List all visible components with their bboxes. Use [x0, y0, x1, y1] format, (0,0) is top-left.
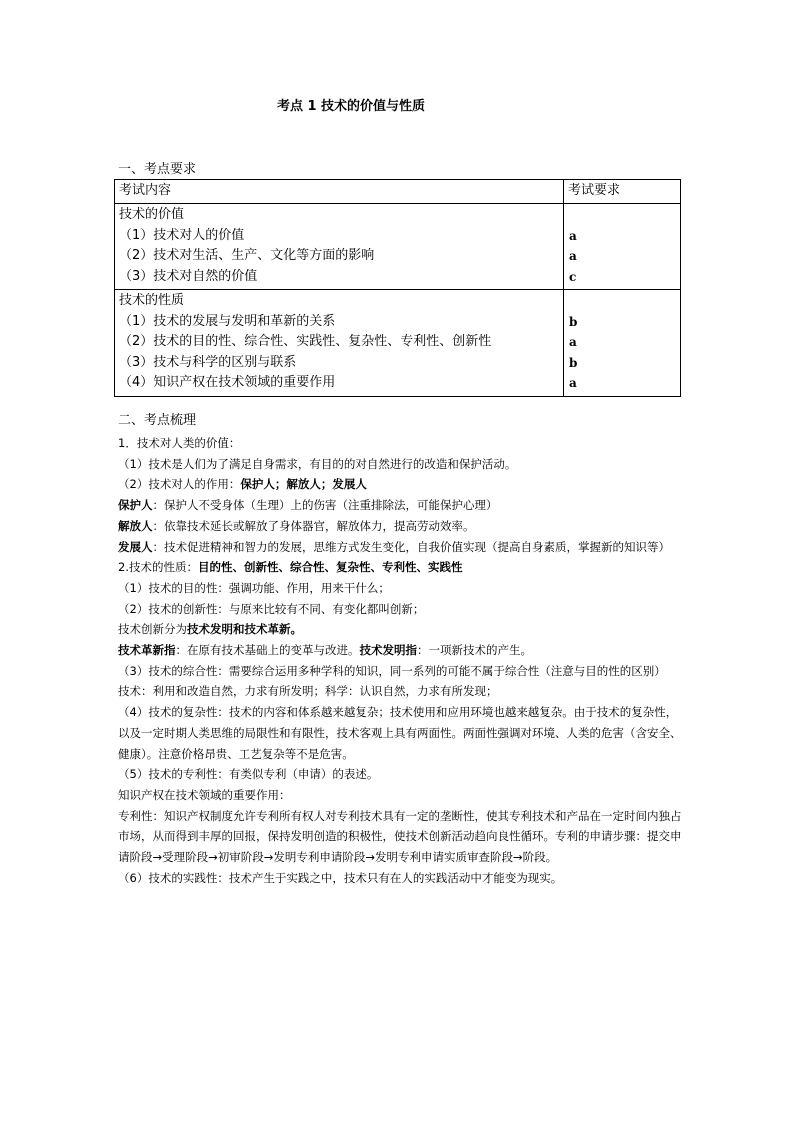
header-cell-content: 考试内容	[115, 180, 564, 204]
level-badge: c	[569, 269, 577, 284]
note-line: 技术创新分为技术发明和技术革新。	[118, 622, 302, 637]
list-item: （4）知识产权在技术领域的重要作用	[119, 375, 336, 390]
requirement-cell-value	[564, 204, 681, 290]
note-line: 技术：利用和改造自然，力求有所发明；科学：认识自然，力求有所发现；	[118, 684, 498, 699]
content-cell-value	[115, 204, 564, 290]
level-badge: b	[569, 355, 578, 370]
note-line: （4）技术的复杂性：技术的内容和体系越来越复杂；技术使用和应用环境也越来越复杂。由于技术的复杂性，以及一定时期人类思维的局限性和有限性，技术客观上具有两面性。两面性强调对环境、人类的危害（含安全、健康）。注意价格昂贵、工艺复杂等不是危害。	[118, 705, 682, 761]
requirement-cell-nature	[564, 290, 681, 397]
list-item: （3）技术与科学的区别与联系	[119, 354, 297, 370]
note-line: （3）技术的综合性：需要综合运用多种学科的知识，同一系列的可能不属于综合性（注意与目的性的区别）	[118, 663, 666, 678]
section-heading-requirements: 一、考点要求	[118, 162, 197, 177]
level-badge: a	[569, 335, 577, 349]
note-line: 2.技术的性质：目的性、创新性、综合性、复杂性、专利性、实践性	[118, 560, 463, 575]
note-line: （6）技术的实践性：技术产生于实践之中，技术只有在人的实践活动中才能变为现实。	[118, 870, 563, 885]
note-line: 发展人：技术促进精神和智力的发展，思维方式发生变化，自我价值实现（提高自身素质，掌握新的知识等）	[118, 539, 670, 554]
page-title: 考点 1 技术的价值与性质	[276, 99, 426, 114]
note-line: 技术革新指：在原有技术基础上的变革与改进。技术发明指：一项新技术的产生。	[118, 643, 532, 658]
table-header-row	[115, 180, 681, 204]
list-item: （2）技术的目的性、综合性、实践性、复杂性、专利性、创新性	[119, 334, 492, 349]
note-line: 知识产权在技术领域的重要作用：	[118, 787, 291, 802]
group-label: 技术的性质	[119, 293, 185, 308]
level-badge: a	[569, 228, 577, 243]
note-line: （1）技术是人们为了满足自身需求，有目的的对自然进行的改造和保护活动。	[118, 456, 517, 471]
group-label: 技术的价值	[119, 207, 185, 222]
list-item: （1）技术对人的价值	[119, 227, 245, 243]
section-heading-review: 二、考点梳理	[118, 413, 197, 428]
level-badge: b	[569, 314, 578, 329]
review-notes	[118, 433, 683, 888]
list-item: （3）技术对自然的价值	[119, 268, 258, 284]
list-item: （2）技术对生活、生产、文化等方面的影响	[119, 248, 375, 263]
table-row	[115, 290, 681, 397]
note-line: （1）技术的目的性：强调功能、作用，用来干什么；	[118, 580, 390, 595]
requirements-table	[114, 179, 681, 397]
content-cell-nature	[115, 290, 564, 397]
note-line: 解放人：依靠技术延长或解放了身体器官，解放体力，提高劳动效率。	[118, 518, 475, 533]
level-badge: a	[569, 249, 577, 263]
note-line: （5）技术的专利性：有类似专利（申请）的表述。	[118, 767, 379, 782]
note-line: 专利性：知识产权制度允许专利所有权人对专利技术具有一定的垄断性，使其专利技术和产品在一定时间内独占市场，从而得到丰厚的回报，保持发明创造的积极性，使技术创新活动趋向良性循环。专利的申请步骤：提交申请阶段→受理阶段→初审阶段→发明专利申请阶段→发明专利申请实质审查阶段→阶段。	[118, 808, 682, 865]
note-line: （2）技术对人的作用：保护人；解放人；发展人	[118, 477, 367, 492]
note-line: （2）技术的创新性：与原来比较有不同、有变化都叫创新；	[118, 601, 425, 616]
list-item: （1）技术的发展与发明和革新的关系	[119, 313, 336, 329]
header-cell-requirement: 考试要求	[564, 180, 681, 204]
note-line: 保护人：保护人不受身体（生理）上的伤害（注重排除法，可能保护心理）	[118, 498, 498, 513]
level-badge: a	[569, 376, 577, 390]
table-row	[115, 204, 681, 290]
note-line: 1．技术对人类的价值：	[118, 436, 241, 450]
